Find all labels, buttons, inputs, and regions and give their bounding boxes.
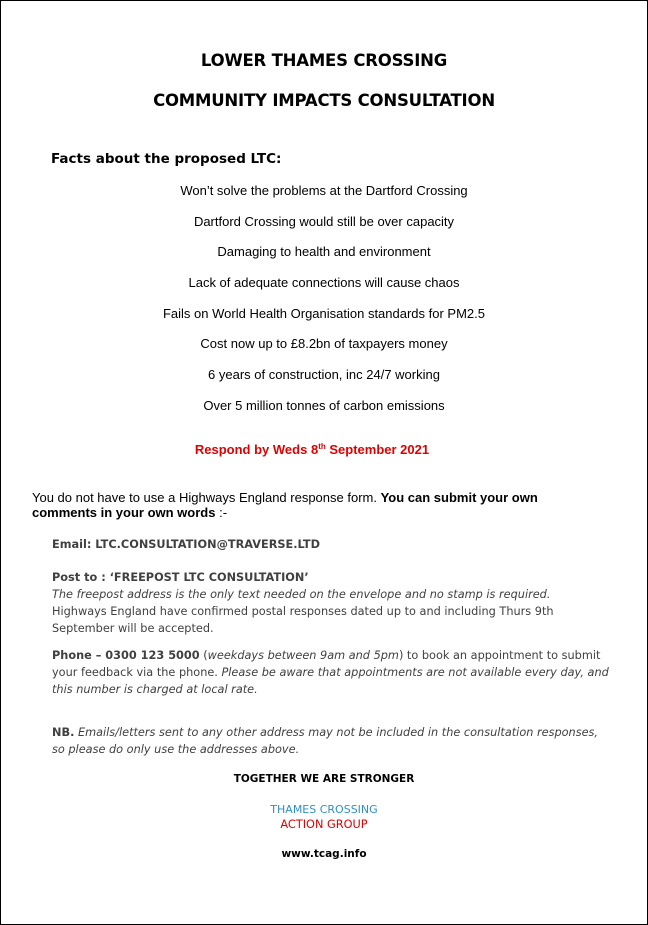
facts-heading: Facts about the proposed LTC: (51, 151, 282, 167)
title-line-1: LOWER THAMES CROSSING (200, 51, 448, 70)
slogan: TOGETHER WE ARE STRONGER (233, 773, 415, 785)
fact-item: Cost now up to £8.2bn of taxpayers money (200, 336, 448, 351)
post-heading: Post to : ‘FREEPOST LTC CONSULTATION’ (52, 571, 309, 584)
response-deadline: Respond by Weds 8th September 2021 (194, 442, 430, 457)
nb-paragraph: NB. Emails/letters sent to any other address may not be included in the consultation responses, so please do only use the addresses above. (52, 726, 599, 756)
phone-paragraph: Phone – 0300 123 5000 (weekdays between 9am and 5pm) to book an appointment to submit your feedback via the phone. Please be aware that appointments are not available every day, and this number is charged at local rate. (52, 649, 609, 696)
intro-paragraph: You do not have to use a Highways England response form. You can submit your own comments in your own words :- (32, 490, 538, 520)
fact-item: Lack of adequate connections will cause chaos (188, 275, 460, 290)
fact-item: 6 years of construction, inc 24/7 working (208, 367, 440, 382)
email-line: Email: LTC.CONSULTATION@TRAVERSE.LTD (52, 538, 320, 551)
postal-confirmation: Highways England have confirmed postal responses dated up to and including Thurs 9th September will be accepted. (52, 605, 554, 635)
group-name-line-2: ACTION GROUP (280, 818, 368, 831)
title-line-2: COMMUNITY IMPACTS CONSULTATION (153, 91, 495, 110)
freepost-note: The freepost address is the only text needed on the envelope and no stamp is required. (52, 588, 551, 601)
group-name-line-1: THAMES CROSSING (270, 803, 378, 816)
fact-item: Damaging to health and environment (217, 244, 431, 259)
fact-item: Won’t solve the problems at the Dartford Crossing (180, 183, 468, 198)
website-link[interactable]: www.tcag.info (281, 848, 367, 860)
fact-item: Fails on World Health Organisation standards for PM2.5 (162, 306, 486, 321)
fact-item: Dartford Crossing would still be over capacity (193, 214, 455, 229)
fact-item: Over 5 million tonnes of carbon emissions (203, 398, 445, 413)
post-section (52, 569, 612, 637)
